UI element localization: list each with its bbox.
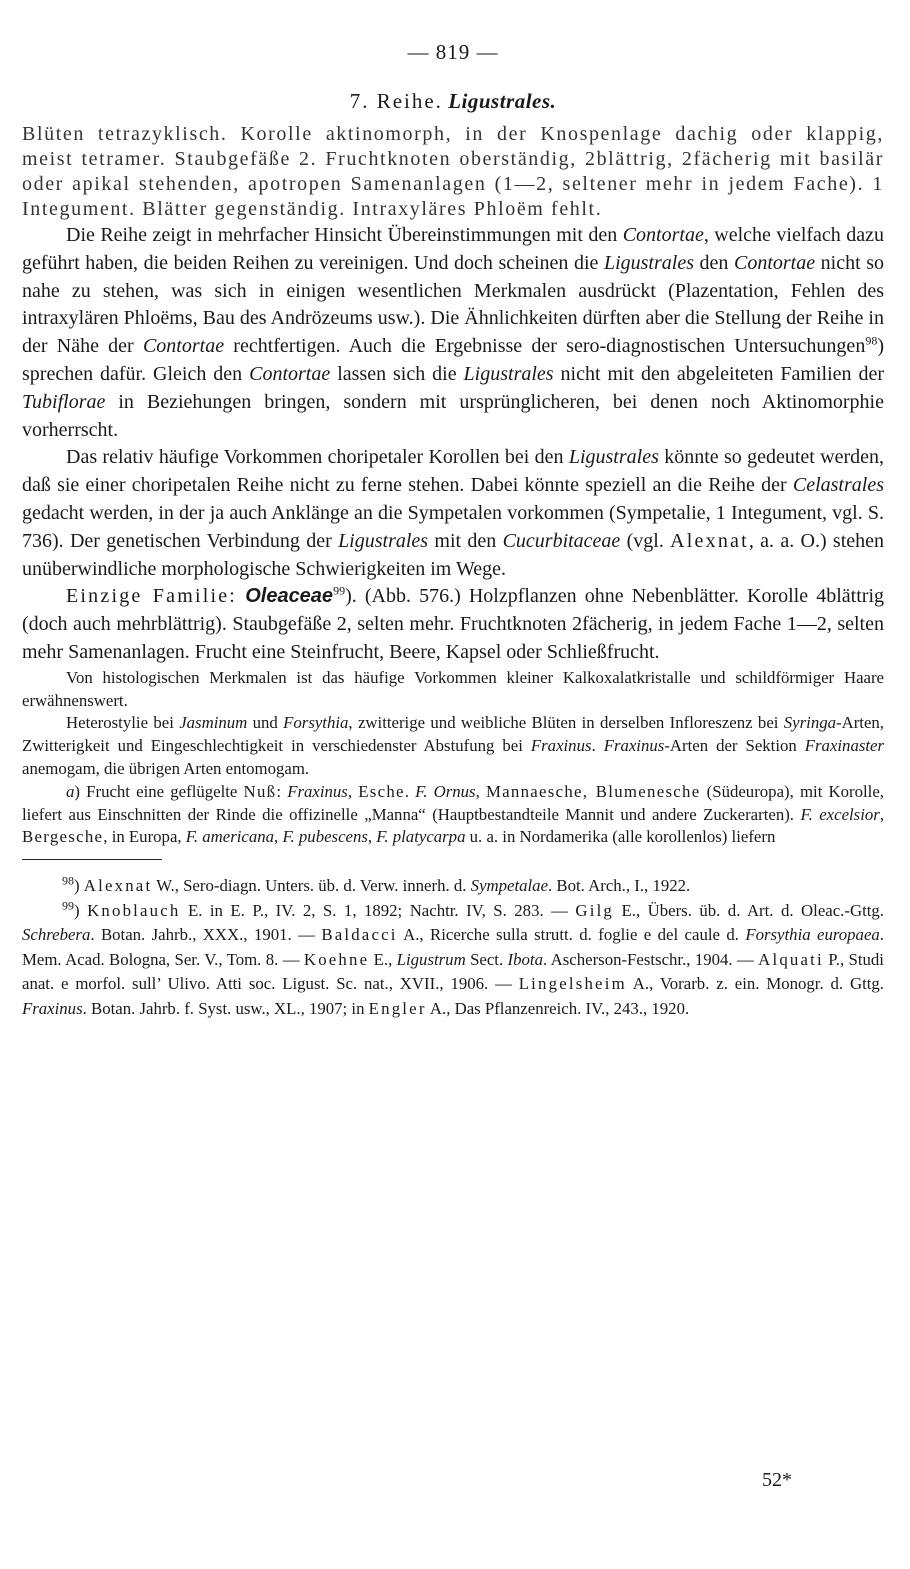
text-run: , — [879, 804, 885, 824]
text-run: . Ascherson-Festschr., 1904. — — [542, 949, 759, 969]
italic-term: Sympetalae — [470, 876, 549, 896]
text-run: (Südeuropa), mit Korolle, liefert aus Einschnitten der Rinde die offizinelle „Manna“ (Hauptbestandteile Mannit und andere Zuckerarten). — [22, 781, 884, 824]
text-run: Einzige Familie: — [66, 585, 238, 608]
text-run: . — [591, 736, 604, 756]
text-run: Baldacci — [321, 925, 398, 945]
italic-term: Fraxinaster — [804, 736, 885, 756]
italic-term: Contortae — [733, 251, 816, 274]
text-run: Sect. — [465, 949, 508, 969]
text-run: Das relativ häufige Vorkommen choripetaler Korollen bei den — [66, 446, 569, 469]
paragraph-3 — [22, 583, 884, 666]
text-run: -Arten, Zwitterigkeit und Eingeschlechtigkeit in verschiedenster Abstufung bei — [22, 713, 884, 756]
text-run: ). (Abb. 576.) Holzpflanzen ohne Nebenblätter. Korolle 4blättrig (doch auch mehrblättrig). Staubgefäße 2, selten mehr. Fruchtknoten 2fächerig, in jedem Fache 1—2, selten mehr Samenanlagen. Frucht eine Steinfrucht, Beere, Kapsel oder Schließfrucht. — [22, 585, 884, 663]
text-run: Esche — [358, 781, 405, 801]
italic-term: Ligustrales — [338, 529, 429, 552]
text-run: den — [694, 251, 734, 274]
page-number: — 819 — — [407, 40, 499, 64]
text-run: Koehne — [303, 949, 370, 969]
italic-term: Celastrales — [792, 474, 884, 497]
italic-term: Ligustrales — [603, 251, 694, 274]
text-run: u. a. in Nordamerika (alle korollenlos) liefern — [465, 827, 776, 847]
text-run: . Botan. Jahrb. f. Syst. usw., XL., 1907; in — [82, 998, 369, 1018]
italic-term: Contortae — [142, 335, 225, 358]
text-run: A., Das Pflanzenreich. IV., 243., 1920. — [426, 998, 690, 1018]
italic-term: Contortae — [622, 224, 704, 246]
text-run: Heterostylie bei — [66, 713, 180, 733]
text-run: nicht so nahe zu stehen, was sich in einigen wesentlichen Merkmalen ausdrückt (Plazentation, Fehlen des intraxylären Phloëms, Bau des Andrözeums usw.). Die Ähnlichkeiten dürften aber die Stellung der Reihe in der Nähe der — [22, 251, 884, 358]
text-run: -Arten der Sektion — [664, 736, 805, 756]
text-run: W., Sero-diagn. Unters. üb. d. Verw. innerh. d. — [152, 876, 471, 896]
text-run: . Botan. Jahrb., XXX., 1901. — — [90, 925, 322, 945]
italic-term: Ligustrales — [568, 446, 659, 469]
page — [22, 40, 885, 1491]
text-run: P., Studi anat. e morfol. sull’ Ulivo. Atti soc. Ligust. Sc. nat., XVII., 1906. — — [22, 949, 884, 994]
text-run: Alexnat — [83, 876, 153, 896]
italic-term: F. excelsior — [800, 804, 880, 824]
italic-term: Ligustrum — [396, 949, 466, 969]
intro-paragraph — [22, 122, 884, 222]
text-run: Engler — [368, 998, 427, 1018]
text-run: Blüten tetrazyklisch. Korolle aktinomorph, in der Knospenlage dachig oder klappig, meist tetramer. Staubgefäße 2. Fruchtknoten oberständig, 2blättrig, 2fächerig mit basilär oder apikal stehenden, apotropen Samenanlagen (1—2, seltener mehr in jedem Fache). 1 Integument. Blätter gegenständig. Intraxyläres Phloëm fehlt. — [22, 123, 884, 220]
text-run: Lingelsheim — [518, 974, 627, 994]
italic-term: F. Ornus — [415, 781, 476, 801]
italic-term: F. platycarpa — [376, 827, 466, 847]
paragraph-1 — [22, 222, 884, 444]
text-run: mit den — [428, 529, 503, 552]
text-run: , — [347, 781, 359, 801]
paragraph-2 — [22, 444, 884, 583]
small-paragraph-2 — [22, 712, 884, 780]
text-run: Die Reihe zeigt in mehrfacher Hinsicht Übereinstimmungen mit den — [66, 224, 623, 246]
text-run: rechtfertigen. Auch die Ergebnisse der sero-diagnostischen Untersuchungen — [224, 335, 866, 358]
text-run: könnte so gedeutet werden, daß sie einer choripetalen Reihe nicht zu ferne stehen. Dabei könnte speziell an die Reihe der — [22, 446, 885, 497]
italic-term: Cucurbitaceae — [502, 529, 621, 552]
footnote-ref: 98 — [865, 333, 878, 348]
text-run: Knoblauch — [87, 900, 181, 920]
text-run: ) — [74, 900, 88, 920]
italic-term: Contortae — [249, 362, 331, 385]
text-run: , — [475, 781, 486, 801]
italic-term: Ibota — [507, 949, 543, 969]
section-heading — [22, 89, 884, 114]
text-run: anemogam, die übrigen Arten entomogam. — [22, 758, 310, 778]
text-run: Alexnat — [670, 529, 749, 552]
text-run: gedacht werden, in der ja auch Anklänge an die Sympetalen vorkommen (Sympetalie, 1 Integument, vgl. S. 736). Der genetischen Verbindung der — [22, 501, 884, 552]
text-run: ) — [74, 876, 84, 896]
italic-term: Jasminum — [179, 713, 248, 733]
small-paragraph-3 — [22, 781, 884, 849]
footnote-99 — [22, 899, 884, 1022]
text-run: . — [404, 781, 416, 801]
text-run: (vgl. — [620, 529, 671, 552]
footnote-rule — [22, 859, 162, 860]
italic-term: Tubiflorae — [22, 390, 106, 413]
text-run: Bergesche — [22, 827, 104, 847]
footnote-98 — [22, 874, 884, 899]
footnote-ref: 99 — [62, 898, 74, 913]
small-paragraph-1 — [22, 667, 884, 713]
text-run: Nuß — [243, 781, 277, 801]
text-run — [237, 585, 245, 607]
text-run: , welche vielfach dazu geführt haben, die beiden Reihen zu vereinigen. Und doch scheinen die — [22, 224, 884, 274]
italic-term: Forsythia — [283, 713, 349, 733]
text-run: E., — [369, 949, 397, 969]
signature-mark: 52* — [762, 1469, 792, 1491]
text-run: . Bot. Arch., I., 1922. — [548, 876, 691, 896]
italic-term: Oleaceae — [245, 585, 334, 608]
text-run: Gilg — [575, 900, 615, 920]
italic-term: Fraxinus — [287, 781, 348, 801]
italic-term: a — [66, 781, 75, 801]
text-run: A., Vorarb. z. ein. Monogr. d. Gttg. — [626, 974, 884, 994]
text-run: E., Übers. üb. d. Art. d. Oleac.-Gttg. — [614, 900, 884, 920]
text-run: Mannaesche, Blumenesche — [485, 781, 701, 801]
text-run: , — [367, 827, 377, 847]
italic-term: Ligustrales — [463, 362, 554, 385]
text-run: nicht mit den abgeleiteten Familien der — [553, 362, 885, 385]
italic-term: F. americana — [185, 827, 275, 847]
italic-term: F. pubescens — [282, 827, 368, 847]
text-run: lassen sich die — [330, 362, 464, 385]
text-run: : — [276, 781, 288, 801]
text-run: ) sprechen dafür. Gleich den — [22, 335, 884, 385]
italic-term: Fraxinus — [22, 998, 83, 1018]
text-run: Alquati — [758, 949, 824, 969]
italic-term: Fraxinus — [530, 736, 592, 756]
text-run: . Mem. Acad. Bologna, Ser. V., Tom. 8. — — [22, 925, 884, 969]
text-run: Von histologischen Merkmalen ist das häufige Vorkommen kleiner Kalkoxalatkristalle und schildförmiger Haare erwähnenswert. — [22, 667, 884, 710]
italic-term: Syringa — [783, 713, 836, 733]
text-run: und — [247, 713, 284, 733]
italic-term: Schrebera — [22, 925, 91, 945]
footnote-ref: 98 — [62, 873, 74, 888]
text-run: , — [274, 827, 283, 847]
footnote-ref: 99 — [333, 583, 346, 598]
text-run: ) Frucht eine geflügelte — [74, 781, 244, 801]
section-heading-prefix: 7. Reihe. — [349, 89, 443, 113]
section-heading-name: Ligustrales. — [448, 89, 557, 113]
text-run: , zwitterige und weibliche Blüten in derselben Infloreszenz bei — [348, 713, 784, 733]
text-run: , in Europa, — [103, 827, 186, 847]
text-run: A., Ricerche sulla strutt. d. foglie e del caule d. — [397, 925, 746, 945]
italic-term: Fraxinus — [603, 736, 665, 756]
text-run: , a. a. O.) stehen unüberwindliche morphologische Schwierigkeiten im Wege. — [22, 529, 885, 580]
italic-term: Forsythia europaea — [745, 925, 880, 945]
text-run: E. in E. P., IV. 2, S. 1, 1892; Nachtr. IV, S. 283. — — [180, 900, 576, 920]
text-run: in Beziehungen bringen, sondern mit ursprünglicheren, bei denen noch Aktinomorphie vorherrscht. — [22, 390, 884, 441]
